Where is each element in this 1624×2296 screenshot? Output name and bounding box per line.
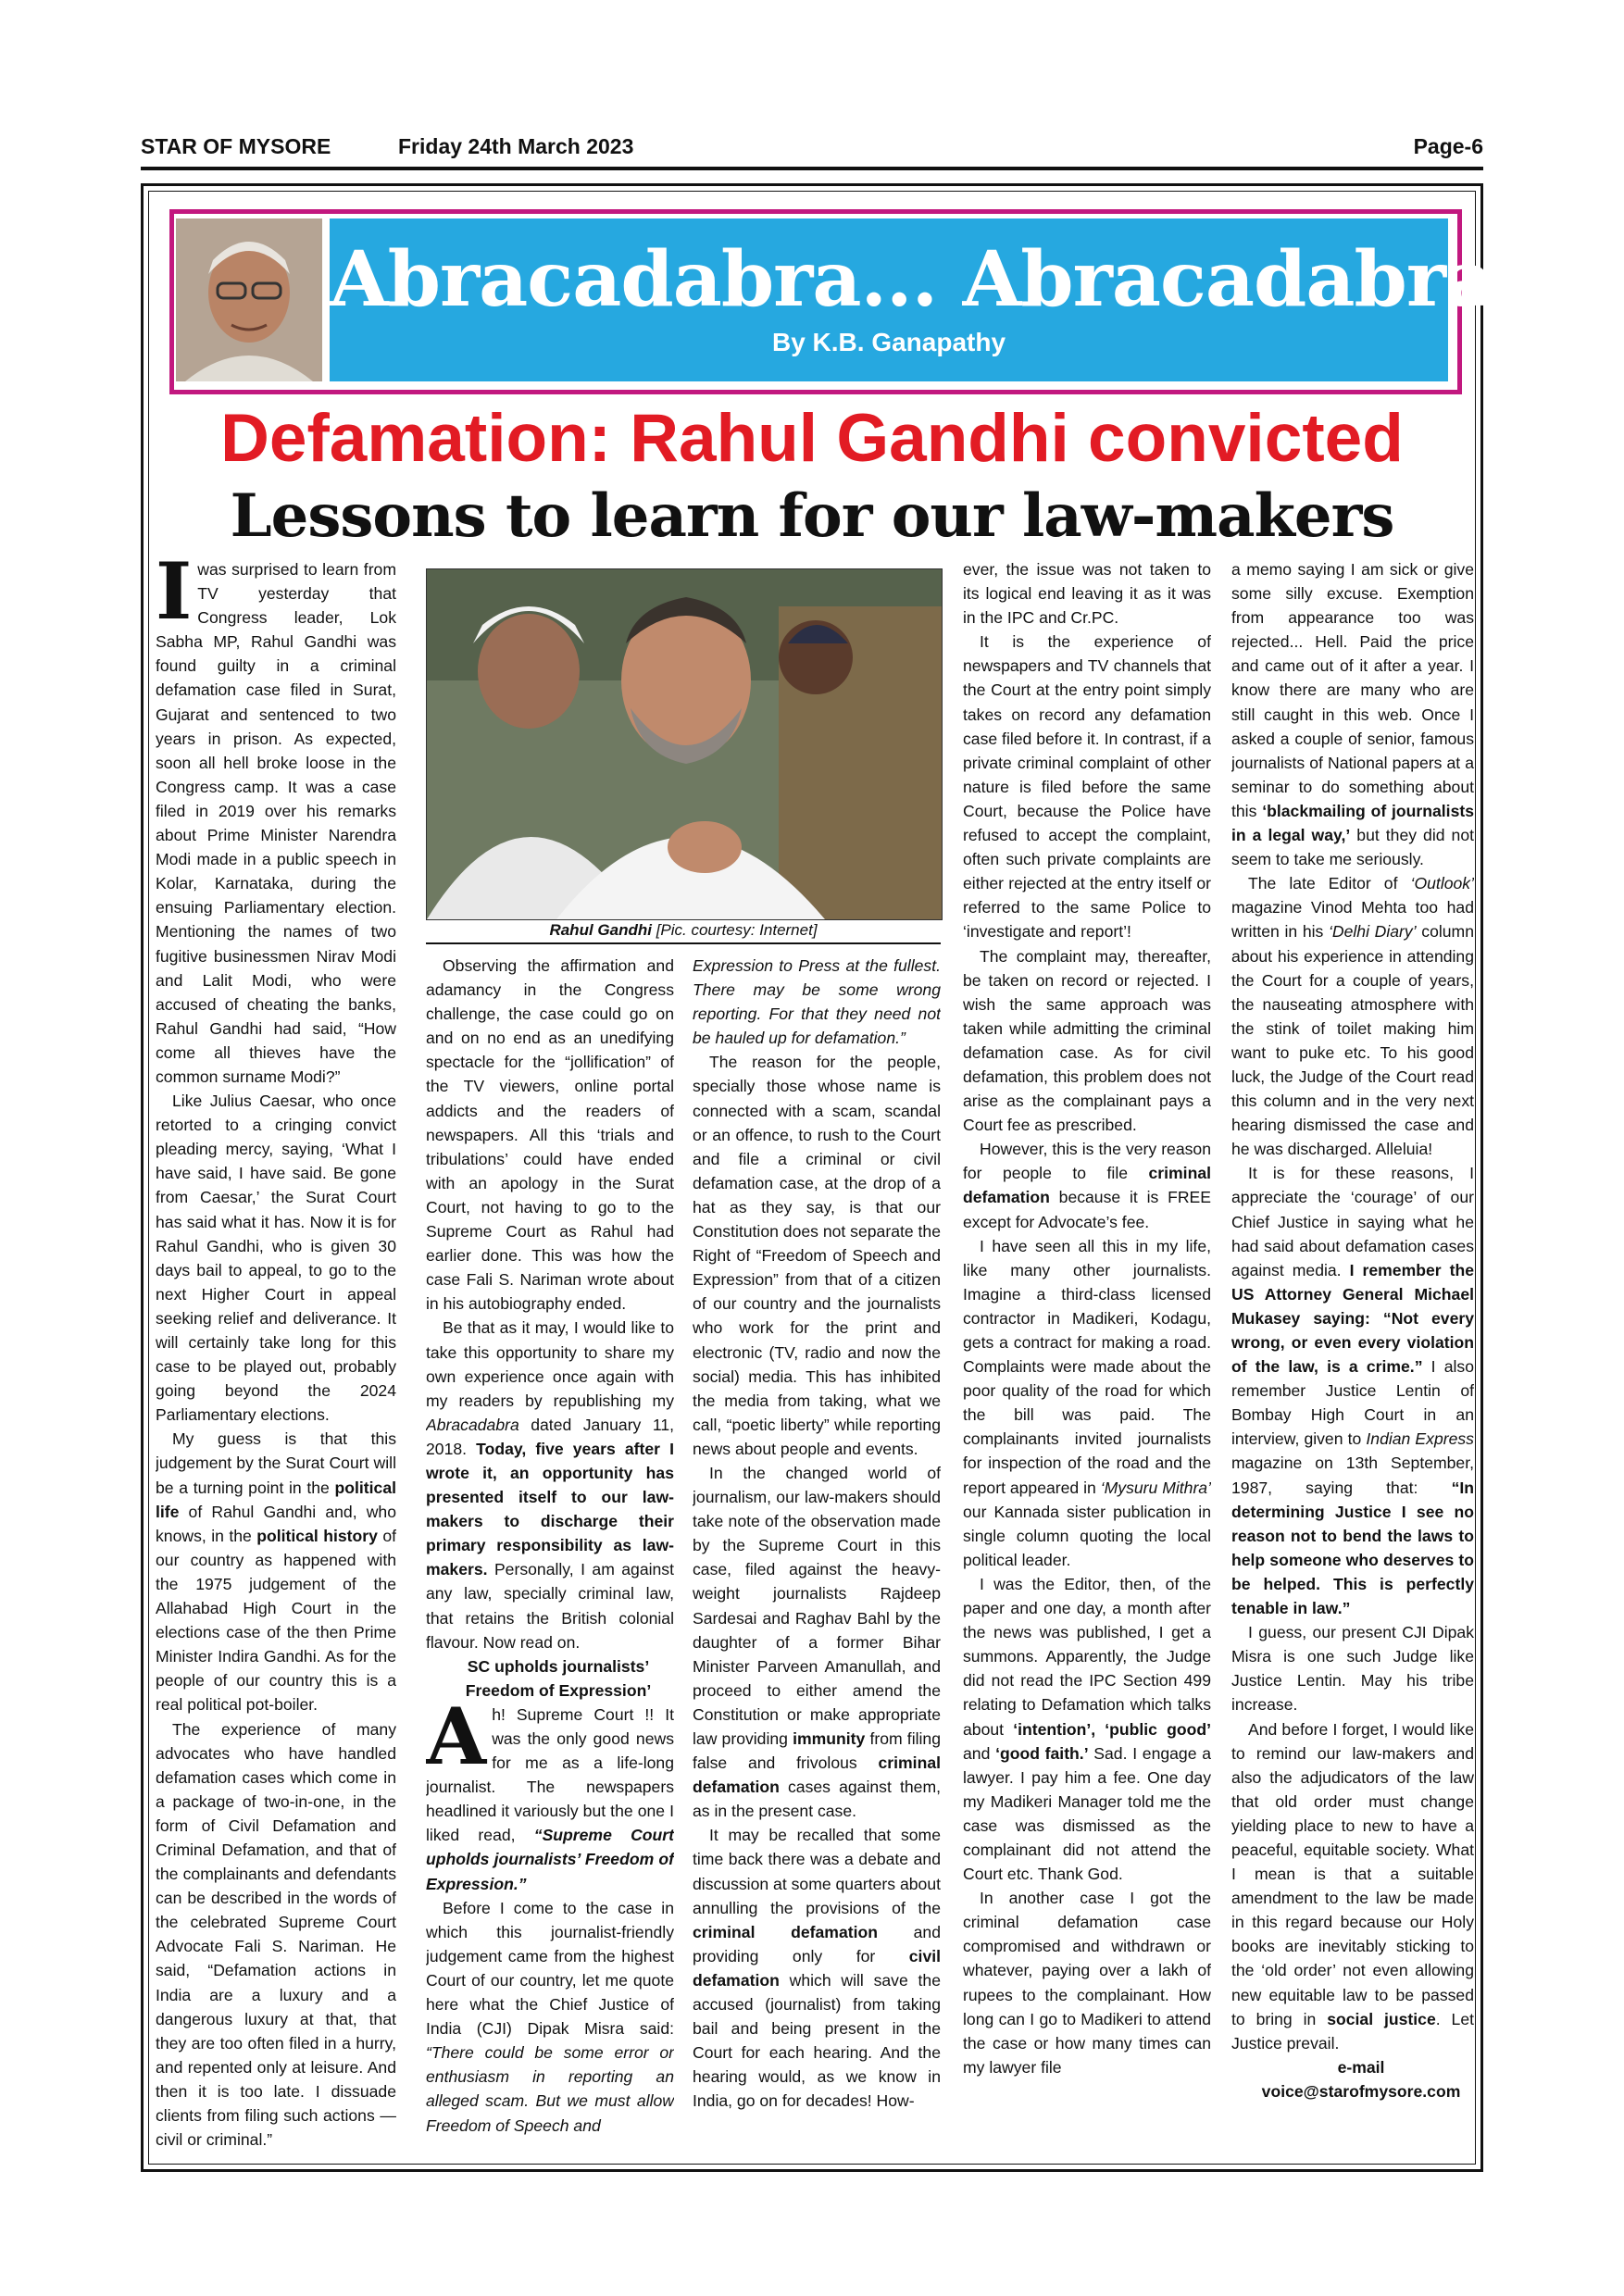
caption-credit: [Pic. courtesy: Internet] — [656, 921, 818, 939]
banner-title-block — [330, 218, 1570, 381]
col4-paragraph-2: It is the experience of newspapers and TV channels that the Court at the entry point simply takes on record any defamation case filed before it. In contrast, if a private criminal complaint of other nature is filed before the same Court, because the Police have refused to accept the complaint, often such private complaints are either rejected at the entry itself or referred to the same Police to ‘investigate and report’! — [963, 632, 1211, 942]
column-1 — [156, 557, 396, 2157]
col1-paragraph-1: Iwas surprised to learn from TV yesterday that Congress leader, Lok Sabha MP, Rahul Gandhi was found guilty in a criminal defamation case filed in Surat, Gujarat and sentenced to two years in prison. As expected, soon all hell broke loose in the Congress camp. It was a case filed in 2019 over his remarks about Prime Minister Narendra Modi made in a public speech in Kolar, Karnataka, during the ensuing Parliamentary election. Mentioning the names of two fugitive businessmen Nirav Modi and Lalit Modi, who were accused of cheating the banks, Rahul Gandhi had said, “How come all thieves have the common surname Modi?” — [156, 557, 396, 1086]
column-3 — [693, 954, 941, 2157]
col2-paragraph-4: Before I come to the case in which this journalist-friendly judgement came from the highest Court of our country, let me quote here what the Chief Justice of India (CJI) Dipak Misra said: “There could be some error or enthusiasm in reporting an alleged scam. But we must allow Freedom of Speech and — [426, 1898, 674, 2135]
col5-paragraph-5: And before I forget, I would like to remind our law-makers and also the adjudicators of the law that old order must change yielding place to new to have a peaceful, equitable society. What I mean is that a suitable amendment to the law be made in this regard because our Holy books are inevitably sticking to the ‘old order’ not even allowing new equitable law to be passed to bring in social justice. Let Justice prevail. — [1231, 1719, 1474, 2053]
author-photo — [176, 218, 322, 381]
news-photo — [426, 568, 943, 920]
col2-paragraph-3: Ah! Supreme Court !! It was the only good news for me as a life-long journalist. The newspapers headlined it variously but the one I liked read, “Supreme Court upholds journalists’ Freedom of Expression.” — [426, 1690, 674, 1893]
col4-paragraph-6: I was the Editor, then, of the paper and one day, a month after the news was published, I get a summons. Apparently, the Judge did not read the IPC Section 499 relating to Defamation which talks about ‘intention’, ‘public good’ and ‘good faith.’ Sad. I engage a lawyer. I pay him a fee. One day my Madikeri Manager told me the case was dismissed as the complainant did not attend the Court etc. Thank God. — [963, 1574, 1211, 1884]
drop-cap: I — [156, 557, 193, 637]
column-5 — [1231, 557, 1474, 2157]
col5-paragraph-4: I guess, our present CJI Dipak Misra is one such Judge like Justice Lentin. May his tribe increase. — [1231, 1623, 1474, 1715]
drop-cap-2: A — [426, 1690, 487, 1782]
col1-paragraph-4: The experience of many advocates who have handled defamation cases which come in a package of two-in-one, in the form of Civil Defamation and Criminal Defamation, and that of the complainants and defendants can be described in the words of the celebrated Supreme Court Advocate Fali S. Nariman. He said, “Defamation actions in India are a luxury and a dangerous luxury at that, that they are too often filed in a hurry, and repented only at leisure. And then it is too late. I dissuade clients from filing such actions — civil or criminal.” — [156, 1719, 396, 2150]
col5-paragraph-3: It is for these reasons, I appreciate the ‘courage’ of our Chief Justice in saying what he had said about defamation cases against media. I remember the US Attorney General Michael Mukasey saying: “Not every wrong, or even every violation of the law, is a crime.” I also remember Justice Lentin of Bombay High Court in an interview, given to Indian Express magazine on 13th September, 1987, saying that: “In determining Justice I see no reason not to bend the laws to help someone who deserves to be helped. This is perfectly tenable in law.” — [1231, 1164, 1474, 1618]
headline: Defamation: Rahul Gandhi convicted — [220, 401, 1404, 476]
col4-paragraph-4: However, this is the very reason for people to file criminal defamation because it is FREE except for Advocate’s fee. — [963, 1140, 1211, 1231]
col2-paragraph-2: Be that as it may, I would like to take this opportunity to share my own experience once again with my readers by republishing my Abracadabra dated January 11, 2018. Today, five years after I wrote it, an opportunity has presented itself to our law-makers to discharge their primary responsibility as law-makers. Personally, I am against any law, specially criminal law, that retains the British colonial flavour. Now read on. — [426, 1318, 674, 1652]
col1-paragraph-2: Like Julius Caesar, who once retorted to a cringing convict pleading mercy, saying, ‘What I have said, I have said. Be gone from Caesar,’ the Surat Court has said what it has. Now it is for Rahul Gandhi, who is given 30 days bail to appeal, to go to the next Higher Court in appeal seeking relief and deliverance. It will certainly take long for this case to be played out, probably going beyond the 2024 Parliamentary elections. — [156, 1092, 396, 1425]
inner-subhead-line-1: SC upholds journalists’ — [467, 1656, 650, 1676]
col4-paragraph-3: The complaint may, thereafter, be taken on record or rejected. I wish the same approach was taken while admitting the criminal defamation case. As for civil defamation, this problem does not arise as the complainant pays a Court fee as prescribed. — [963, 946, 1211, 1135]
author-email[interactable]: voice@starofmysore.com — [1261, 2081, 1461, 2101]
caption-rule — [426, 942, 941, 944]
col5-paragraph-2: The late Editor of ‘Outlook’ magazine Vinod Mehta too had written in his ‘Delhi Diary’ column about his experience in attending the Court for a couple of years, the nauseating atmosphere with the stink of toilet making him want to puke etc. To his good luck, the Judge of the Court read this column and in the very next hearing dismissed the case and he was discharged. Alleluia! — [1231, 874, 1474, 1159]
col4-paragraph-7: In another case I got the criminal defamation case compromised and withdrawn or whatever, paying over a lakh of rupees to the complainant. How long can I go to Madikeri to attend the case or how many times can my lawyer file — [963, 1889, 1211, 2077]
column-byline: By K.B. Ganapathy — [771, 328, 1006, 356]
header-rule — [141, 167, 1483, 170]
col3-paragraph-4: It may be recalled that some time back there was a debate and discussion at some quarters about annulling the provisions of the criminal defamation and providing only for civil defamation which will save the accused (journalist) from taking bail and being present in the Court for each hearing. And the hearing would, as we know in India, go on for decades! How- — [693, 1826, 941, 2111]
col4-paragraph-1: ever, the issue was not taken to its logical end leaving it as it was in the IPC and Cr.PC. — [963, 560, 1211, 628]
col4-paragraph-5: I have seen all this in my life, like many other journalists. Imagine a third-class licensed contractor in Madikeri, Kodagu, gets a contract for making a road. Complaints were made about the poor quality of the road for which the bill was paid. The complainants invited journalists for inspection of the road and the report appeared in ‘Mysuru Mithra’ our Kannada sister publication in single column quoting the local political leader. — [963, 1236, 1211, 1569]
email-label: e-mail — [1337, 2057, 1385, 2077]
page-header — [141, 134, 1483, 168]
col3-paragraph-1: Expression to Press at the fullest. There may be some wrong reporting. For that they need not be hauled up for defamation.” — [693, 956, 941, 1048]
photo-caption — [426, 920, 941, 941]
col3-paragraph-2: The reason for the people, specially those whose name is connected with a scam, scandal or an offence, to rush to the Court and file a criminal or civil defamation case, at the drop of a hat as they say, is that our Constitution does not separate the Right of “Freedom of Speech and Expression” from that of a citizen of our country and the journalists who work for the print and electronic (TV, radio and now the social) media. This has inhibited the media from taking, what we call, “poetic liberty” while reporting news about people and events. — [693, 1053, 941, 1458]
caption-name: Rahul Gandhi — [549, 921, 652, 939]
publication-name: STAR OF MYSORE — [141, 134, 331, 158]
col5-paragraph-1: a memo saying I am sick or give some silly excuse. Exemption from appearance too was rejected... Hell. Paid the price and came out of it after a year. I know there are many who are still caught in this web. Once I asked a couple of senior, famous journalists of National papers at a seminar to do something about this ‘blackmailing of journalists in a legal way,’ but they did not seem to take me seriously. — [1231, 560, 1474, 869]
column-2 — [426, 954, 674, 2157]
inner-subhead-line-2: Freedom of Expression’ — [465, 1680, 652, 1700]
col1-paragraph-3: My guess is that this judgement by the Surat Court will be a turning point in the political life of Rahul Gandhi and, who knows, in the political history of our country as happened with the 1975 judgement of the Allahabad High Court in the elections case of the then Prime Minister Indira Gandhi. As for the people of our country this is a real political pot-boiler. — [156, 1429, 396, 1715]
page-number: Page-6 — [1413, 134, 1483, 158]
column-title: Abracadabra... Abracadabra... — [330, 235, 1570, 324]
col2-paragraph-1: Observing the affirmation and adamancy in the Congress challenge, the case could go on and on no end as an unedifying spectacle for the “jollification” of the TV viewers, online portal addicts and the readers of newspapers. All this ‘trials and tribulations’ could have ended with an apology in the Surat Court, not having to go to the Supreme Court as Rahul had earlier done. This was how the case Fali S. Nariman wrote about in his autobiography ended. — [426, 956, 674, 1314]
column-4 — [963, 557, 1211, 2157]
sub-headline: Lessons to learn for our law-makers — [230, 481, 1394, 551]
issue-date: Friday 24th March 2023 — [398, 134, 634, 158]
col3-paragraph-3: In the changed world of journalism, our law-makers should take note of the observation made by the Supreme Court in this case, filed against the heavy-weight journalists Rajdeep Sardesai and Raghav Bahl by the daughter of a former Bihar Minister Parveen Amanullah, and proceed to either amend the Constitution or make appropriate law providing immunity from filing false and frivolous criminal defamation cases against them, as in the present case. — [693, 1463, 941, 1821]
